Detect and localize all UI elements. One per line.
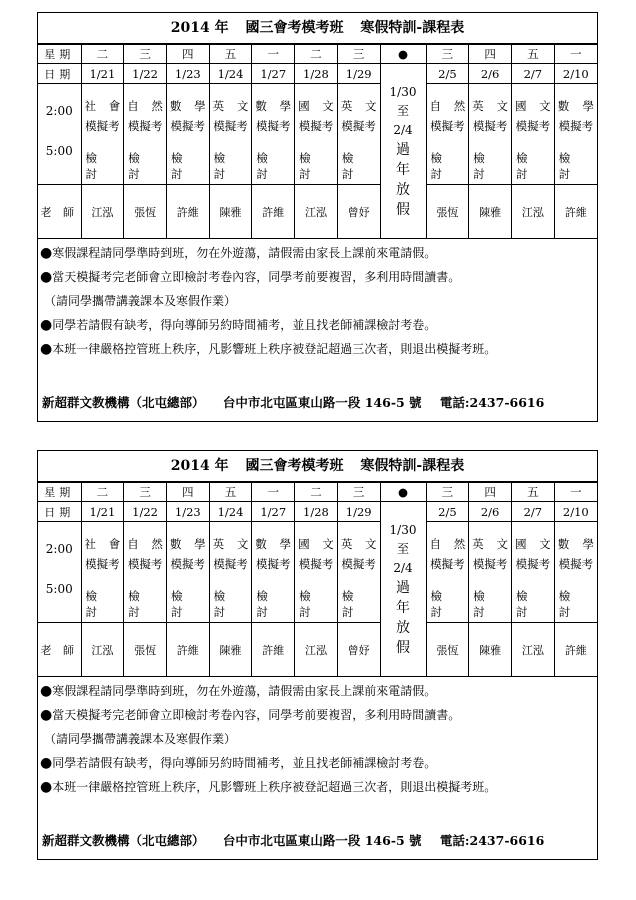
note-text: （請同學攜帶講義課本及寒假作業） <box>44 294 237 308</box>
time-start: 2:00 <box>45 104 73 118</box>
note-item <box>40 703 597 727</box>
teacher-cell: 曾妤 <box>337 623 380 677</box>
weekday-row <box>38 483 597 502</box>
date-cell: 1/27 <box>252 502 295 522</box>
subject-name: 數 學 <box>169 537 206 551</box>
notes-list <box>38 677 597 799</box>
note-text: 同學若請假有缺考，得向導師另約時間補考，並且找老師補課檢討考卷。 <box>52 318 437 332</box>
date-cell: 1/21 <box>81 502 124 522</box>
mock-exam-label: 模擬考 <box>127 119 163 133</box>
date-cell: 2/6 <box>469 64 512 84</box>
title-course: 國三會考模考班 <box>245 20 344 36</box>
date-cell: 2/10 <box>554 64 597 84</box>
review-label: 檢 討 <box>299 151 323 181</box>
mock-exam-label: 模擬考 <box>558 119 594 133</box>
note-text: 當天模擬考完老師會立即檢討考卷內容，同學考前要複習，多利用時間讀書。 <box>52 708 461 722</box>
teacher-row <box>38 185 597 239</box>
subject-name: 數 學 <box>557 537 594 551</box>
time-end: 5:00 <box>45 582 73 596</box>
weekday-cell: 四 <box>166 45 209 64</box>
footer-address: 台中市北屯區東山路一段 146-5 號 <box>222 833 422 848</box>
bullet-icon: ● <box>40 683 53 699</box>
footer-phone: 電話:2437-6616 <box>439 833 545 848</box>
teacher-cell: 張恆 <box>124 623 167 677</box>
date-label: 日期 <box>38 502 81 522</box>
mock-exam-label: 模擬考 <box>472 557 508 571</box>
subject-cell <box>252 522 295 623</box>
subject-name: 自 然 <box>127 99 163 113</box>
mock-exam-label: 模擬考 <box>515 557 551 571</box>
weekday-cell: 二 <box>81 45 124 64</box>
weekday-cell: 三 <box>337 483 380 502</box>
subject-row <box>38 84 597 185</box>
subject-name: 國 文 <box>514 99 551 113</box>
footer <box>42 393 558 411</box>
subject-cell <box>426 84 469 185</box>
break-char-4: 假 <box>396 639 411 656</box>
weekday-cell: 三 <box>124 45 167 64</box>
subject-cell <box>511 84 554 185</box>
weekday-cell: 一 <box>554 483 597 502</box>
review-label: 檢 討 <box>430 151 454 181</box>
mock-exam-label: 模擬考 <box>127 557 163 571</box>
date-cell: 1/29 <box>337 502 380 522</box>
mock-exam-label: 模擬考 <box>472 119 508 133</box>
teacher-cell: 許維 <box>166 623 209 677</box>
subject-name: 社 會 <box>84 537 121 551</box>
teacher-cell: 許維 <box>166 185 209 239</box>
teacher-row <box>38 623 597 677</box>
teacher-cell: 張恆 <box>426 185 469 239</box>
schedule-table <box>38 44 597 239</box>
subject-name: 社 會 <box>84 99 121 113</box>
teacher-cell: 許維 <box>252 185 295 239</box>
break-char-3: 放 <box>396 619 411 636</box>
weekday-cell: 一 <box>252 483 295 502</box>
mock-exam-label: 模擬考 <box>170 119 206 133</box>
subject-name: 數 學 <box>557 99 594 113</box>
weekday-cell: 五 <box>511 45 554 64</box>
schedule-table <box>38 482 597 677</box>
bullet-icon: ● <box>40 245 53 261</box>
teacher-cell: 陳雅 <box>469 623 512 677</box>
mock-exam-label: 模擬考 <box>341 557 376 571</box>
date-cell: 1/28 <box>295 64 338 84</box>
mock-exam-label: 模擬考 <box>430 119 465 133</box>
review-label: 檢 討 <box>299 589 323 619</box>
bullet-icon: ● <box>40 779 53 795</box>
break-to-word: 至 <box>397 103 410 118</box>
subject-cell <box>166 84 209 185</box>
winter-break-cell <box>380 64 426 239</box>
review-label: 檢 討 <box>85 151 109 181</box>
footer-address: 台中市北屯區東山路一段 146-5 號 <box>222 395 422 410</box>
subject-name: 國 文 <box>298 99 334 113</box>
review-label: 檢 討 <box>341 589 365 619</box>
break-char-1: 過 <box>396 141 411 158</box>
mock-exam-label: 模擬考 <box>430 557 465 571</box>
schedule-title <box>38 13 597 44</box>
note-item <box>40 265 597 289</box>
subject-cell <box>554 522 597 623</box>
footer-org: 新超群文教機構（北屯總部） <box>42 833 205 848</box>
weekday-label: 星期 <box>38 45 81 64</box>
subject-cell <box>511 522 554 623</box>
date-cell: 2/6 <box>469 502 512 522</box>
bullet-icon: ● <box>40 269 53 285</box>
subject-name: 英 文 <box>340 537 377 551</box>
review-label: 檢 討 <box>128 151 152 181</box>
teacher-cell: 陳雅 <box>469 185 512 239</box>
date-cell: 2/5 <box>426 64 469 84</box>
title-program: 寒假特訓-課程表 <box>360 458 465 474</box>
date-cell: 2/10 <box>554 502 597 522</box>
subject-cell <box>209 522 252 623</box>
note-item <box>40 751 597 775</box>
teacher-cell: 許維 <box>252 623 295 677</box>
footer-org: 新超群文教機構（北屯總部） <box>42 395 205 410</box>
date-cell: 1/29 <box>337 64 380 84</box>
weekday-cell: 一 <box>554 45 597 64</box>
teacher-cell: 許維 <box>554 623 597 677</box>
mock-exam-label: 模擬考 <box>85 557 120 571</box>
review-label: 檢 討 <box>515 151 539 181</box>
review-label: 檢 討 <box>473 589 497 619</box>
review-label: 檢 討 <box>256 589 280 619</box>
teacher-cell: 江泓 <box>81 623 124 677</box>
date-cell: 2/7 <box>511 64 554 84</box>
review-label: 檢 討 <box>85 589 109 619</box>
schedule-card-top <box>37 12 598 422</box>
break-char-2: 年 <box>396 161 411 178</box>
date-cell: 1/27 <box>252 64 295 84</box>
date-cell: 1/24 <box>209 502 252 522</box>
weekday-cell: 二 <box>295 45 338 64</box>
review-label: 檢 討 <box>515 589 539 619</box>
subject-name: 數 學 <box>255 99 292 113</box>
break-from: 1/30 <box>389 522 417 537</box>
subject-row <box>38 522 597 623</box>
break-char-2: 年 <box>396 599 411 616</box>
footer-phone: 電話:2437-6616 <box>439 395 545 410</box>
note-item <box>40 289 597 313</box>
subject-cell <box>81 522 124 623</box>
note-item <box>40 241 597 265</box>
note-item <box>40 337 597 361</box>
subject-name: 英 文 <box>472 99 508 113</box>
break-to-word: 至 <box>397 541 410 556</box>
mock-exam-label: 模擬考 <box>213 557 248 571</box>
review-label: 檢 討 <box>341 151 365 181</box>
subject-cell <box>295 522 338 623</box>
teacher-cell: 許維 <box>554 185 597 239</box>
mock-exam-label: 模擬考 <box>255 557 291 571</box>
teacher-cell: 江泓 <box>81 185 124 239</box>
teacher-cell: 張恆 <box>426 623 469 677</box>
subject-name: 英 文 <box>472 537 508 551</box>
weekday-cell: 四 <box>469 45 512 64</box>
weekday-cell: 二 <box>295 483 338 502</box>
subject-cell <box>124 522 167 623</box>
note-text: （請同學攜帶講義課本及寒假作業） <box>44 732 237 746</box>
date-cell: 1/23 <box>166 502 209 522</box>
mock-exam-label: 模擬考 <box>255 119 291 133</box>
subject-name: 自 然 <box>127 537 163 551</box>
mock-exam-label: 模擬考 <box>170 557 206 571</box>
mock-exam-label: 模擬考 <box>298 119 334 133</box>
subject-name: 數 學 <box>255 537 292 551</box>
subject-cell <box>426 522 469 623</box>
review-label: 檢 討 <box>558 589 582 619</box>
teacher-cell: 曾妤 <box>337 185 380 239</box>
subject-name: 自 然 <box>429 537 466 551</box>
break-char-4: 假 <box>396 201 411 218</box>
review-label: 檢 討 <box>213 151 237 181</box>
date-cell: 2/7 <box>511 502 554 522</box>
mock-exam-label: 模擬考 <box>213 119 248 133</box>
break-marker: ● <box>380 483 426 502</box>
weekday-cell: 一 <box>252 45 295 64</box>
subject-cell <box>295 84 338 185</box>
note-text: 同學若請假有缺考，得向導師另約時間補考，並且找老師補課檢討考卷。 <box>52 756 437 770</box>
note-item <box>40 775 597 799</box>
review-label: 檢 討 <box>170 589 194 619</box>
date-cell: 2/5 <box>426 502 469 522</box>
subject-cell <box>209 84 252 185</box>
subject-cell <box>337 84 380 185</box>
date-label: 日期 <box>38 64 81 84</box>
teacher-cell: 張恆 <box>124 185 167 239</box>
weekday-cell: 五 <box>511 483 554 502</box>
winter-break-cell <box>380 502 426 677</box>
review-label: 檢 討 <box>128 589 152 619</box>
weekday-cell: 三 <box>426 483 469 502</box>
time-end: 5:00 <box>45 144 73 158</box>
mock-exam-label: 模擬考 <box>558 557 594 571</box>
mock-exam-label: 模擬考 <box>341 119 376 133</box>
date-cell: 1/23 <box>166 64 209 84</box>
subject-cell <box>81 84 124 185</box>
bullet-icon: ● <box>40 707 53 723</box>
date-cell: 1/22 <box>124 502 167 522</box>
subject-name: 英 文 <box>212 537 249 551</box>
mock-exam-label: 模擬考 <box>298 557 334 571</box>
bullet-icon: ● <box>40 341 53 357</box>
title-year: 2014 年 <box>170 20 229 36</box>
time-start: 2:00 <box>45 542 73 556</box>
weekday-cell: 二 <box>81 483 124 502</box>
subject-cell <box>337 522 380 623</box>
teacher-label: 老 師 <box>38 185 81 239</box>
date-cell: 1/22 <box>124 64 167 84</box>
weekday-cell: 五 <box>209 45 252 64</box>
subject-name: 國 文 <box>514 537 551 551</box>
subject-cell <box>469 522 512 623</box>
teacher-cell: 陳雅 <box>209 623 252 677</box>
weekday-cell: 三 <box>426 45 469 64</box>
note-text: 當天模擬考完老師會立即檢討考卷內容，同學考前要複習，多利用時間讀書。 <box>52 270 461 284</box>
review-label: 檢 討 <box>170 151 194 181</box>
title-year: 2014 年 <box>170 458 229 474</box>
date-row <box>38 502 597 522</box>
schedule-card-bottom <box>37 450 598 860</box>
break-to: 2/4 <box>393 560 413 575</box>
time-cell <box>38 522 81 623</box>
subject-name: 英 文 <box>340 99 377 113</box>
review-label: 檢 討 <box>558 151 582 181</box>
subject-cell <box>469 84 512 185</box>
note-text: 寒假課程請同學準時到班，勿在外遊蕩，請假需由家長上課前來電請假。 <box>52 684 437 698</box>
mock-exam-label: 模擬考 <box>515 119 551 133</box>
title-program: 寒假特訓-課程表 <box>360 20 465 36</box>
footer <box>42 831 558 849</box>
date-cell: 1/28 <box>295 502 338 522</box>
review-label: 檢 討 <box>430 589 454 619</box>
weekday-cell: 四 <box>469 483 512 502</box>
break-char-3: 放 <box>396 181 411 198</box>
review-label: 檢 討 <box>473 151 497 181</box>
review-label: 檢 討 <box>213 589 237 619</box>
notes-list <box>38 239 597 361</box>
subject-name: 英 文 <box>212 99 249 113</box>
schedule-title <box>38 451 597 482</box>
teacher-cell: 江泓 <box>511 623 554 677</box>
note-item <box>40 313 597 337</box>
date-row <box>38 64 597 84</box>
mock-exam-label: 模擬考 <box>85 119 120 133</box>
weekday-label: 星期 <box>38 483 81 502</box>
break-to: 2/4 <box>393 122 413 137</box>
note-text: 本班一律嚴格控管班上秩序，凡影響班上秩序被登記超過三次者，則退出模擬考班。 <box>52 342 497 356</box>
weekday-row <box>38 45 597 64</box>
subject-name: 數 學 <box>169 99 206 113</box>
subject-cell <box>252 84 295 185</box>
date-cell: 1/21 <box>81 64 124 84</box>
break-char-1: 過 <box>396 579 411 596</box>
note-text: 本班一律嚴格控管班上秩序，凡影響班上秩序被登記超過三次者，則退出模擬考班。 <box>52 780 497 794</box>
title-course: 國三會考模考班 <box>245 458 344 474</box>
weekday-cell: 四 <box>166 483 209 502</box>
teacher-cell: 江泓 <box>511 185 554 239</box>
bullet-icon: ● <box>40 317 53 333</box>
time-cell <box>38 84 81 185</box>
bullet-icon: ● <box>40 755 53 771</box>
teacher-cell: 江泓 <box>295 185 338 239</box>
subject-name: 國 文 <box>298 537 334 551</box>
note-item <box>40 679 597 703</box>
teacher-cell: 江泓 <box>295 623 338 677</box>
subject-cell <box>124 84 167 185</box>
date-cell: 1/24 <box>209 64 252 84</box>
note-text: 寒假課程請同學準時到班，勿在外遊蕩，請假需由家長上課前來電請假。 <box>52 246 437 260</box>
break-from: 1/30 <box>389 84 417 99</box>
weekday-cell: 五 <box>209 483 252 502</box>
subject-cell <box>166 522 209 623</box>
review-label: 檢 討 <box>256 151 280 181</box>
weekday-cell: 三 <box>337 45 380 64</box>
subject-name: 自 然 <box>429 99 466 113</box>
note-item <box>40 727 597 751</box>
weekday-cell: 三 <box>124 483 167 502</box>
subject-cell <box>554 84 597 185</box>
teacher-cell: 陳雅 <box>209 185 252 239</box>
teacher-label: 老 師 <box>38 623 81 677</box>
break-marker: ● <box>380 45 426 64</box>
